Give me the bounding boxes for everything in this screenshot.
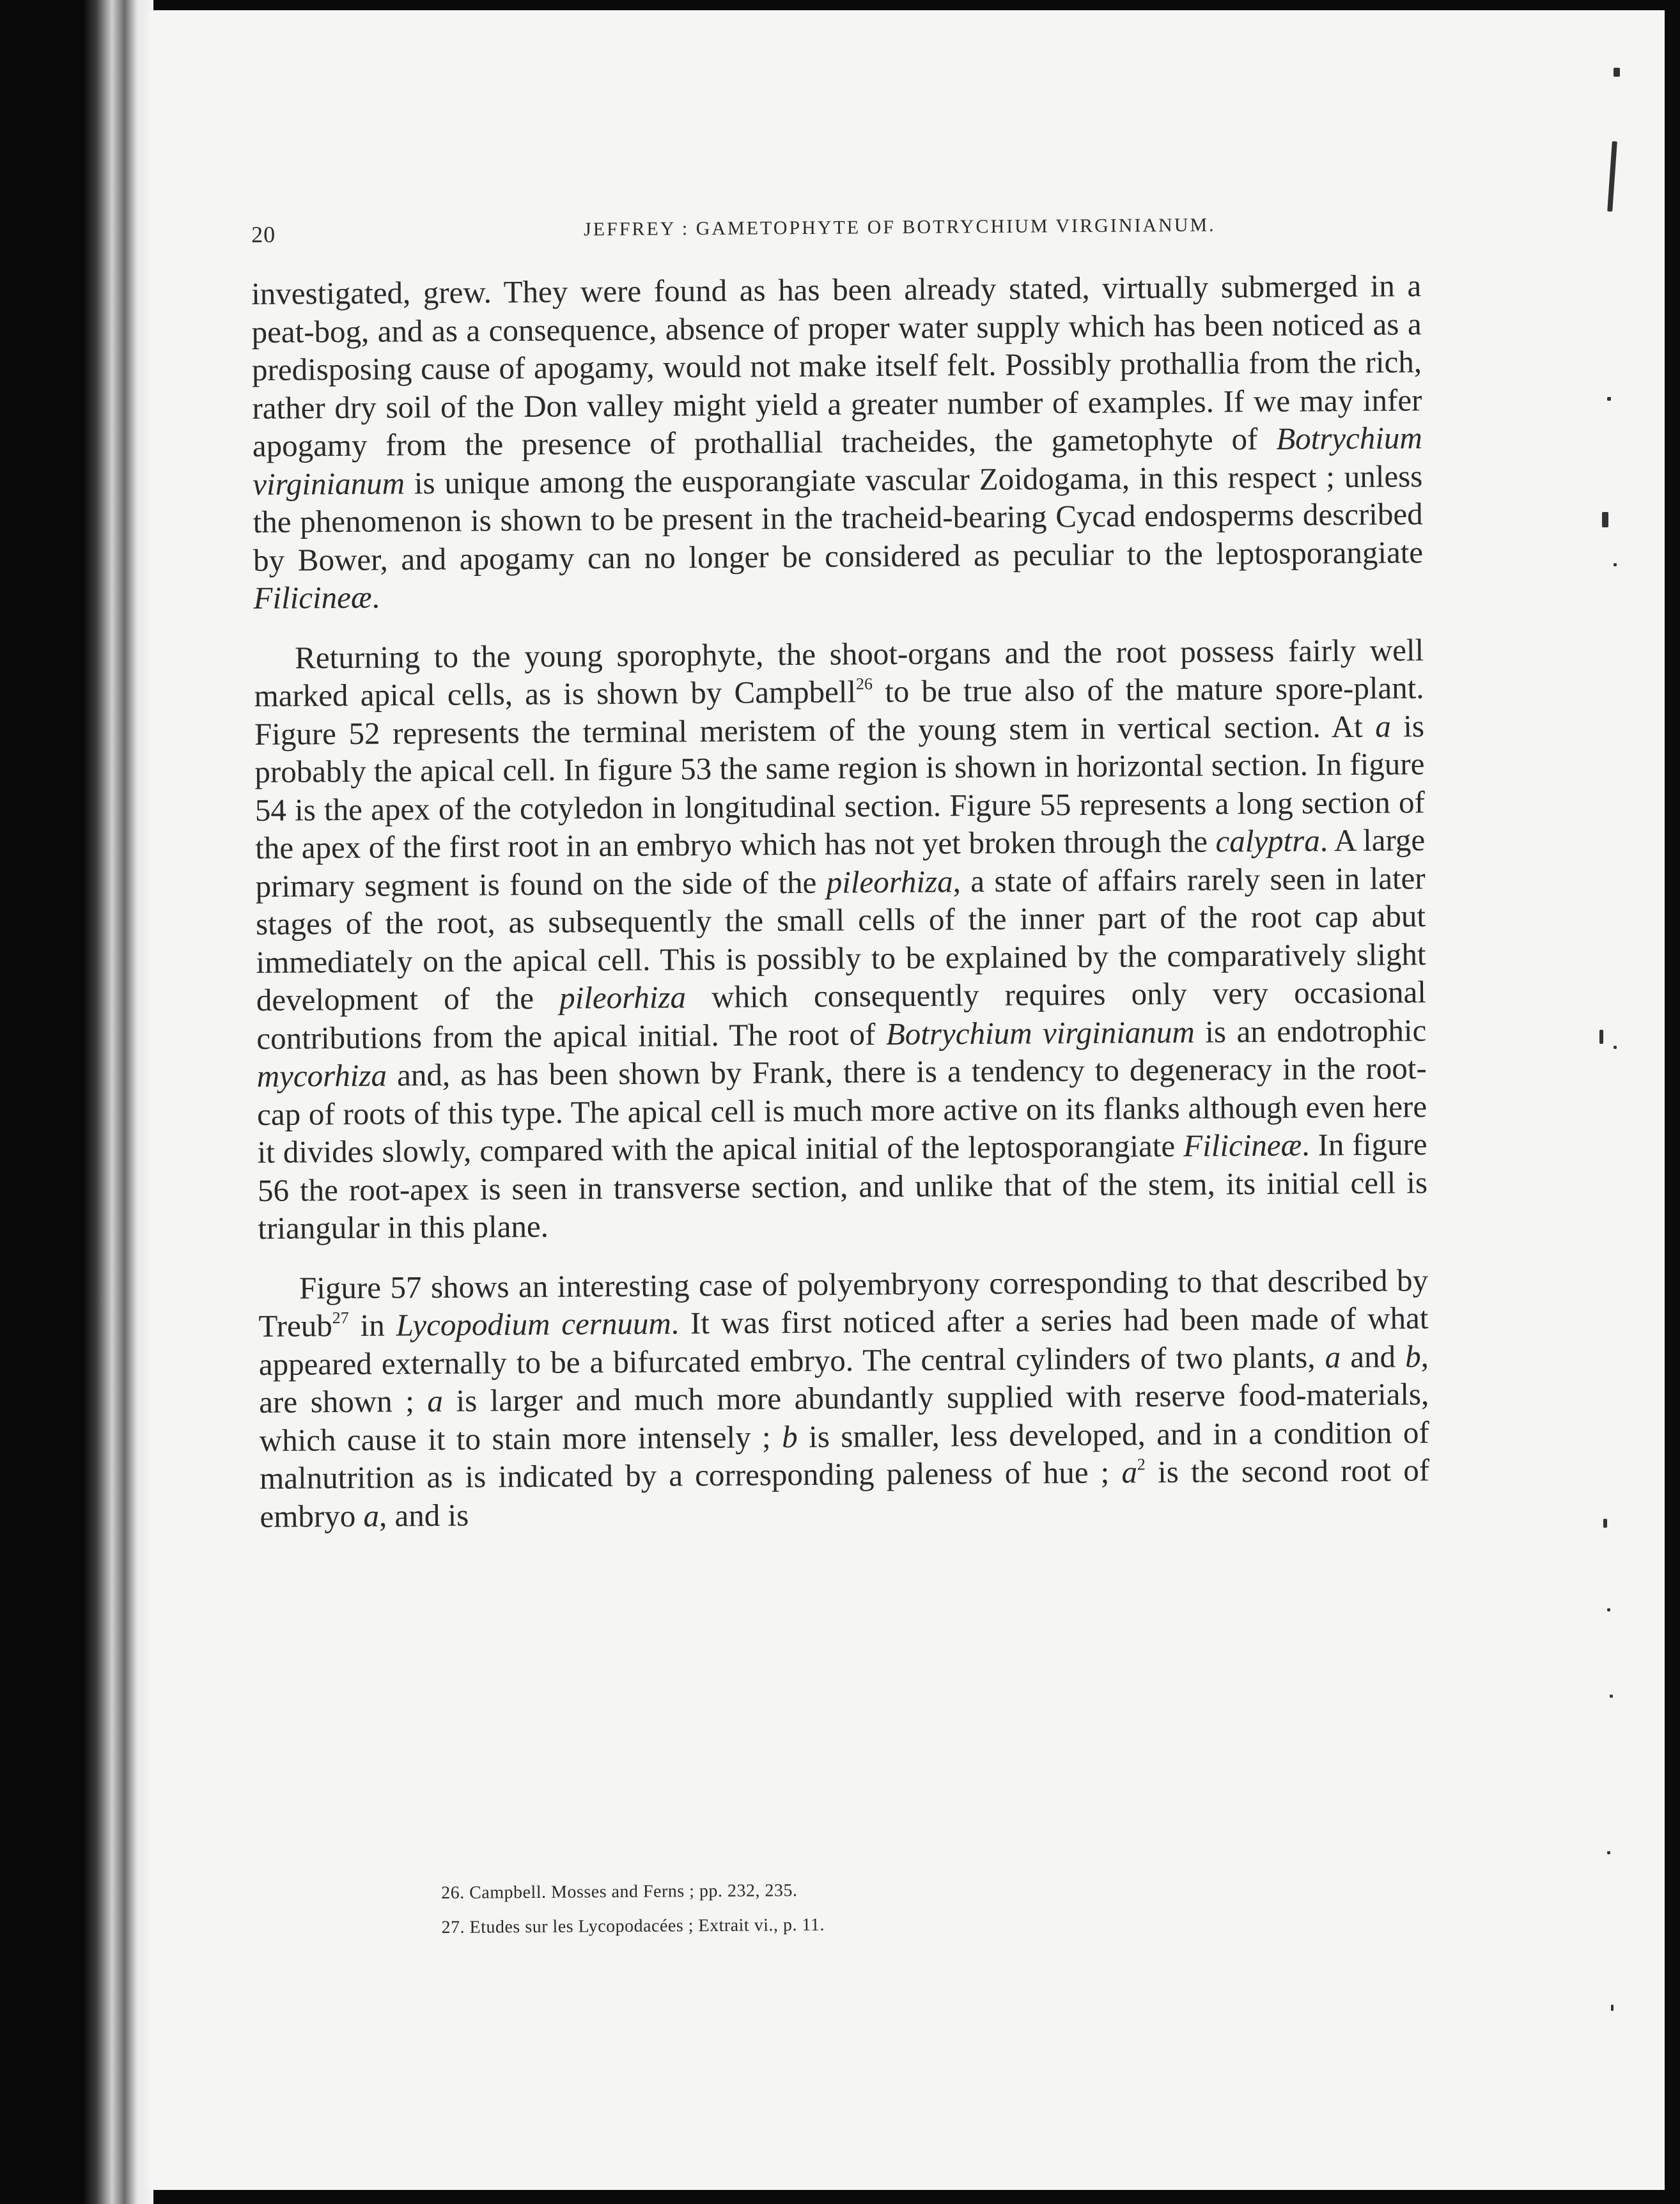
margin-marks xyxy=(1594,10,1665,2190)
text-run: to be true also of the mature spore-plant. Figure 52 represents the terminal meristem of the young stem in vertical section. At xyxy=(254,670,1424,752)
footnote-ref: 27 xyxy=(332,1308,349,1328)
text-run: is the second root of embryo xyxy=(260,1452,1430,1534)
footnote-26: 26. Campbell. Mosses and Ferns ; pp. 232, 235. xyxy=(441,1881,798,1903)
text-run: in xyxy=(348,1307,396,1343)
book-spine-gutter xyxy=(0,0,153,2204)
text-run: is larger and much more abundantly supplied with reserve food-materials, which cause it to stain more intensely ; xyxy=(259,1376,1429,1458)
italic-term: Botrychium virginianum xyxy=(253,420,1423,502)
footnote-ref: 2 xyxy=(1137,1455,1146,1474)
text-run: is unique among the eusporangiate vascular Zoidogama, in this respect ; unless the phenomenon is shown to be present in the tracheid-bearing Cycad endosperms described by Bower, and apogamy can no longer be considered as peculiar to the leptosporangiate xyxy=(253,458,1424,578)
text-run: . It was first noticed after a series had been made of what appeared externally to be a bifurcated embryo. The central cylinders of two plants, xyxy=(258,1300,1429,1382)
text-run: is smaller, less developed, and in a condition of malnutrition as is indicated by a corresponding paleness of hue ; xyxy=(259,1414,1429,1496)
italic-term: a xyxy=(363,1498,380,1533)
italic-term: b xyxy=(781,1418,798,1454)
text-run: . In figure 56 the root-apex is seen in transverse section, and unlike that of the stem, its initial cell is triangular in this plane. xyxy=(257,1126,1428,1246)
italic-term: a xyxy=(1325,1339,1341,1374)
italic-term: pileorhiza xyxy=(826,863,953,900)
text-run: , are shown ; xyxy=(259,1338,1429,1420)
italic-term: a xyxy=(427,1383,444,1419)
running-head-title: JEFFREY : GAMETOPHYTE OF BOTRYCHIUM VIRGINIANUM. xyxy=(583,214,1216,240)
text-run: . A large primary segment is found on the side of the xyxy=(255,822,1426,904)
text-run: Figure 57 shows an interesting case of polyembryony corresponding to that described by Treub xyxy=(258,1262,1429,1344)
footnotes xyxy=(441,1870,1337,1945)
italic-term: Lycopodium cernuum xyxy=(396,1305,671,1343)
text-run: , a state of affairs rarely seen in later stages of the root, as subsequently the small cells of the inner part of the root cap abut immediately on the apical cell. This is possibly to be explained by the comparatively slight development of the xyxy=(255,860,1426,1018)
italic-term: Filicineæ xyxy=(253,579,372,616)
text-run: and, as has been shown by Frank, there is a tendency to degeneracy in the root-cap of roots of this type. The apical cell is much more active on its flanks although even here it divides slowly, compared with the apical initial of the leptosporangiate xyxy=(256,1050,1427,1170)
body-text xyxy=(251,267,1430,1535)
page-number: 20 xyxy=(251,221,276,247)
text-run: . xyxy=(371,579,380,615)
footnote-27: 27. Etudes sur les Lycopodacées ; Extrait vi., p. 11. xyxy=(441,1914,825,1937)
text-run: , and is xyxy=(378,1497,469,1533)
text-run: and xyxy=(1340,1338,1406,1374)
text-run: is an endotrophic xyxy=(1194,1012,1427,1050)
text-run: Returning to the young sporophyte, the shoot-organs and the root possess fairly well marked apical cells, as is shown by Campbell xyxy=(254,632,1424,713)
footnote-ref: 26 xyxy=(855,674,873,694)
italic-term: calyptra xyxy=(1215,823,1320,859)
italic-term: a xyxy=(1375,708,1391,744)
italic-term: b xyxy=(1404,1338,1421,1374)
italic-term: Filicineæ xyxy=(1183,1127,1302,1163)
paragraph-1 xyxy=(251,267,1424,617)
text-run: is probably the apical cell. In figure 53 the same region is shown in horizontal section. In figure 54 is the apex of the cotyledon in longitudinal section. Figure 55 represents a long section of the apex of the first root in an embryo which has not yet broken through the xyxy=(254,708,1425,865)
italic-term: Botrychium virginianum xyxy=(885,1014,1195,1052)
italic-term: a xyxy=(1121,1454,1138,1490)
italic-term: mycorhiza xyxy=(256,1057,387,1094)
text-run: which consequently requires only very occasional contributions from the apical initial. The root of xyxy=(256,974,1427,1056)
paragraph-3 xyxy=(258,1261,1430,1535)
text-run: investigated, grew. They were found as has been already stated, virtually submerged in a peat-bog, and as a consequence, absence of proper water supply which has been noticed as a predisposing cause of apogamy, would not make itself felt. Possibly prothallia from the rich, rather dry soil of the Don valley might yield a greater number of examples. If we may infer apogamy from the presence of prothallial tracheides, the gametophyte of xyxy=(251,268,1422,463)
italic-term: pileorhiza xyxy=(559,979,687,1016)
paragraph-2 xyxy=(254,631,1428,1248)
